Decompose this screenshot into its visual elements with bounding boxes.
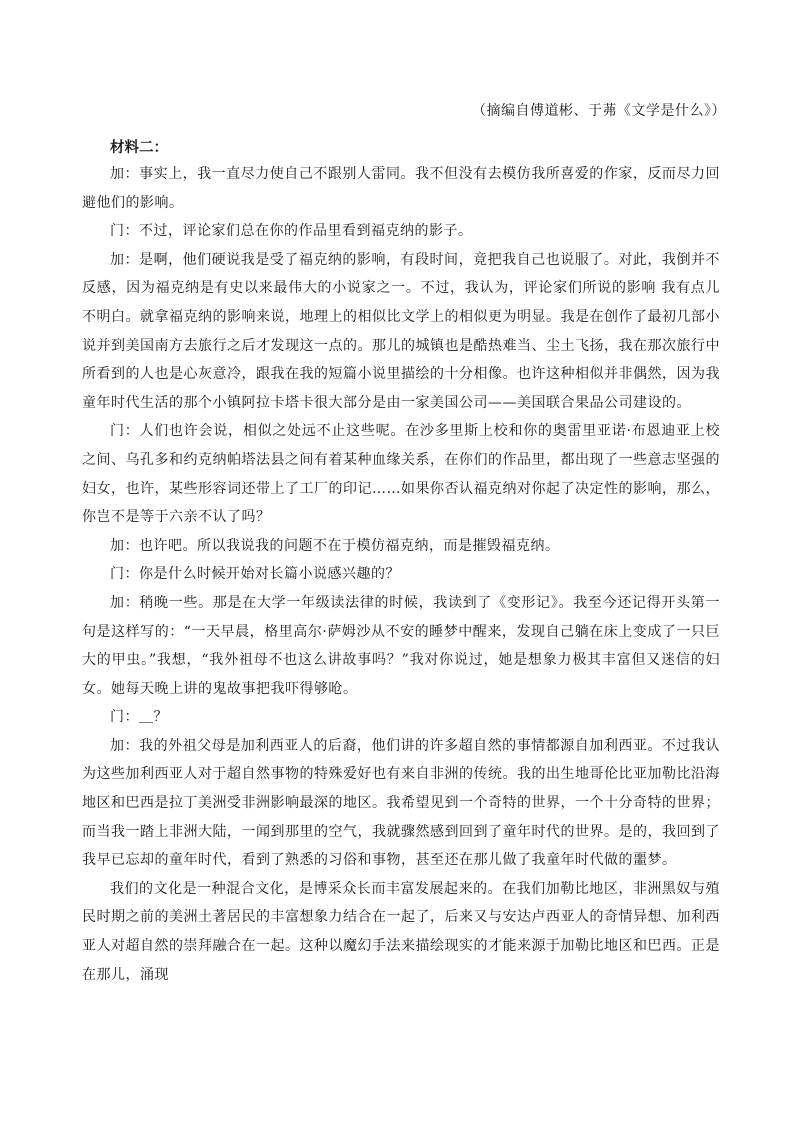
paragraph: 加：事实上，我一直尽力使自己不跟别人雷同。我不但没有去模仿我所喜爱的作家，反而尽力回避他们的影响。: [82, 166, 720, 211]
paragraph: 加：我的外祖父母是加利西亚人的后裔，他们讲的许多超自然的事情都源自加利西亚。不过我认为这些加利西亚人对于超自然事物的特殊爱好也有来自非洲的传统。我的出生地哥伦比亚加勒比沿海地区和巴西是拉丁美洲受非洲影响最深的地区。我希望见到一个奇特的世界，一个十分奇特的世界；而当我一踏上非洲大陆，一闻到那里的空气，我就骤然感到回到了童年时代的世界。是的，我回到了我早已忘却的童年时代，看到了熟悉的习俗和事物，甚至还在那儿做了我童年时代做的噩梦。: [82, 737, 720, 869]
section-heading: 材料二：: [110, 139, 168, 156]
paragraph: 加：也许吧。所以我说我的问题不在于模仿福克纳，而是摧毁福克纳。: [110, 537, 560, 554]
source-citation: （摘编自傅道彬、于茀《文学是什么》）: [472, 103, 726, 119]
paragraph: 门：你是什么时候开始对长篇小说感兴趣的？: [110, 566, 400, 583]
document-body: [82, 160, 720, 989]
paragraph: 门：人们也许会说，相似之处远不止这些呢。在沙多里斯上校和你的奥雷里亚诺·布恩迪亚上校之间、乌孔多和约克纳帕塔法县之间有着某种血缘关系，在你们的作品里，都出现了一些意志坚强的妇女，也许，某些形容词还带上了工厂的印记……如果你否认福克纳对你起了决定性的影响，那么，你岂不是等于六亲不认了吗？: [82, 423, 720, 526]
paragraph: 我们的文化是一种混合文化，是博采众长而丰富发展起来的。在我们加勒比地区，非洲黑奴与殖民时期之前的美洲土著居民的丰富想象力结合在一起了，后来又与安达卢西亚人的奇情异想、加利西亚人对超自然的崇拜融合在一起。这种以魔幻手法来描绘现实的才能来源于加勒比地区和巴西。正是在那儿，涌现: [82, 880, 720, 983]
paragraph: 门：不过，评论家们总在你的作品里看到福克纳的影子。: [110, 223, 473, 240]
paragraph: 加：稍晚一些。那是在大学一年级读法律的时候，我读到了《变形记》。我至今还记得开头第一句是这样写的：“一天早晨，格里高尔·萨姆沙从不安的睡梦中醒来，发现自己躺在床上变成了一只巨大的甲虫。”我想，“我外祖母不也这么讲故事吗？”我对你说过，她是想象力极其丰富但又迷信的妇女。她每天晚上讲的鬼故事把我吓得够呛。: [82, 594, 720, 697]
paragraph: 门：＿？: [110, 709, 168, 726]
paragraph: 加：是啊，他们硬说我是受了福克纳的影响，有段时间，竟把我自己也说服了。对此，我倒并不反感，因为福克纳是有史以来最伟大的小说家之一。不过，我认为，评论家们所说的影响 我有点儿不明白。就拿福克纳的影响来说，地理上的相似比文学上的相似更为明显。我是在创作了最初几部小说并到美国南方去旅行之后才发现这一点的。那儿的城镇也是酷热难当、尘土飞扬，我在那次旅行中所看到的人也是心灰意冷，跟我在我的短篇小说里描绘的十分相像。也许这种相似并非偶然，因为我童年时代生活的那个小镇阿拉卡塔卡很大部分是由一家美国公司——美国联合果品公司建设的。: [82, 251, 720, 411]
